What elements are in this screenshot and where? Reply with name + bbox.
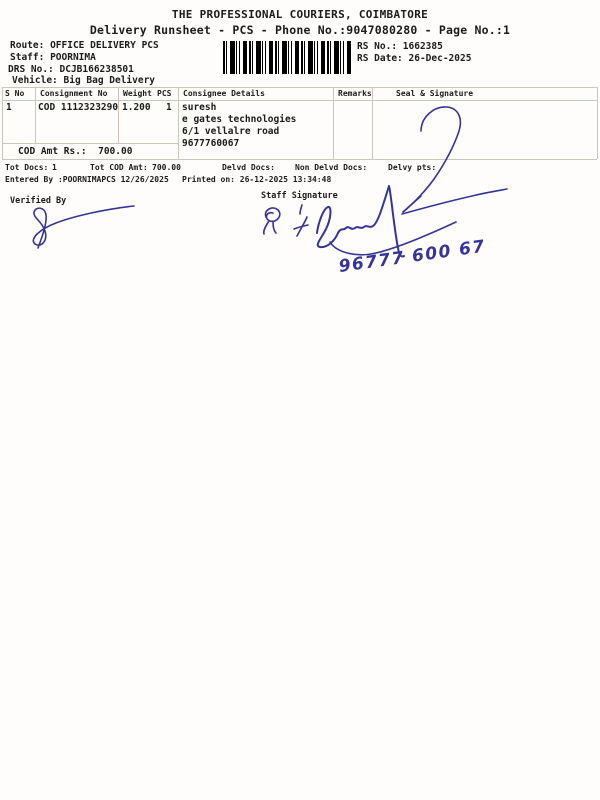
col-border-remarks [372, 87, 373, 159]
route-value: OFFICE DELIVERY PCS [50, 40, 159, 51]
delvd-docs-label: Delvd Docs: [222, 163, 275, 172]
rs-no-label: RS No.: [357, 41, 398, 52]
rs-date-label: RS Date: [357, 53, 403, 64]
row-consignee-line-3: 6/1 vellalre road [182, 126, 280, 137]
header-s-no: S No [5, 89, 25, 98]
row-consignee-line-1: suresh [182, 102, 217, 113]
drs-value: DCJB166238501 [59, 64, 134, 75]
cod-amt-value: 700.00 [98, 146, 133, 157]
header-pcs: PCS [157, 89, 172, 98]
table-border-left [2, 87, 3, 159]
header-consignment-no: Consignment No [40, 89, 108, 98]
verified-by-label: Verified By [10, 196, 67, 206]
vehicle-line [12, 76, 155, 86]
printed-on-line: Printed on: 26-12-2025 13:34:48 [182, 175, 332, 184]
row-pcs: 1 [166, 102, 172, 113]
table-subrow-border [2, 143, 178, 144]
row-consignee-line-2: e gates technologies [182, 114, 297, 125]
drs-line [8, 65, 134, 75]
delvy-pts-label: Delvy pts: [388, 163, 437, 172]
table-border-right [597, 87, 598, 159]
row-s-no: 1 [6, 102, 12, 113]
verified-by-signature [33, 206, 134, 248]
rs-no-value: 1662385 [402, 41, 443, 52]
header-seal-signature: Seal & Signature [396, 89, 474, 98]
row-consignment-no: COD 1112323290 [38, 102, 119, 113]
staff-mark-tick [294, 205, 308, 236]
header-consignee-details: Consignee Details [183, 89, 265, 98]
table-header-border [2, 100, 597, 101]
row-weight: 1.200 [122, 102, 151, 113]
table-top-border [2, 87, 597, 88]
col-border-consignment [118, 87, 119, 143]
tot-cod-value: 700.00 [152, 163, 181, 172]
tot-docs-label: Tot Docs: [5, 163, 49, 172]
page-title: THE PROFESSIONAL COURIERS, COIMBATORE [171, 8, 429, 21]
staff-mark-flower [264, 208, 280, 234]
header-weight: Weight [123, 89, 152, 98]
staff-signature-underline [330, 222, 456, 255]
col-border-weight [178, 87, 179, 159]
col-border-consignee [333, 87, 334, 159]
header-remarks: Remarks [338, 89, 372, 98]
rs-date-value: 26-Dec-2025 [408, 53, 472, 64]
barcode [223, 41, 353, 74]
page-subtitle: Delivery Runsheet - PCS - Phone No.:9047080280 - Page No.:1 [89, 23, 511, 37]
drs-label: DRS No.: [8, 64, 54, 75]
staff-value: POORNIMA [50, 52, 96, 63]
cod-amt-line [18, 147, 132, 157]
route-line [10, 41, 159, 51]
cod-amt-label: COD Amt Rs.: [18, 146, 87, 157]
staff-signature-label: Staff Signature [261, 191, 338, 201]
seal-flourish-arrowhead [402, 189, 507, 214]
vehicle-label: Vehicle: [12, 75, 58, 86]
rs-no-line [357, 42, 443, 52]
tot-cod-label: Tot COD Amt: [90, 163, 148, 172]
staff-line [10, 53, 96, 63]
entered-by-line: Entered By :POORNIMAPCS 12/26/2025 [5, 175, 169, 184]
handwritten-phone-number: 96777 600 67 [337, 236, 487, 277]
rs-date-line [357, 54, 471, 64]
table-bottom-border [2, 159, 597, 160]
non-delvd-docs-label: Non Delvd Docs: [295, 163, 368, 172]
tot-docs-value: 1 [52, 163, 57, 172]
route-label: Route: [10, 40, 45, 51]
vehicle-value: Big Bag Delivery [63, 75, 156, 86]
staff-label: Staff: [10, 52, 45, 63]
col-border-sno [35, 87, 36, 143]
row-consignee-line-4: 9677760067 [182, 138, 240, 149]
